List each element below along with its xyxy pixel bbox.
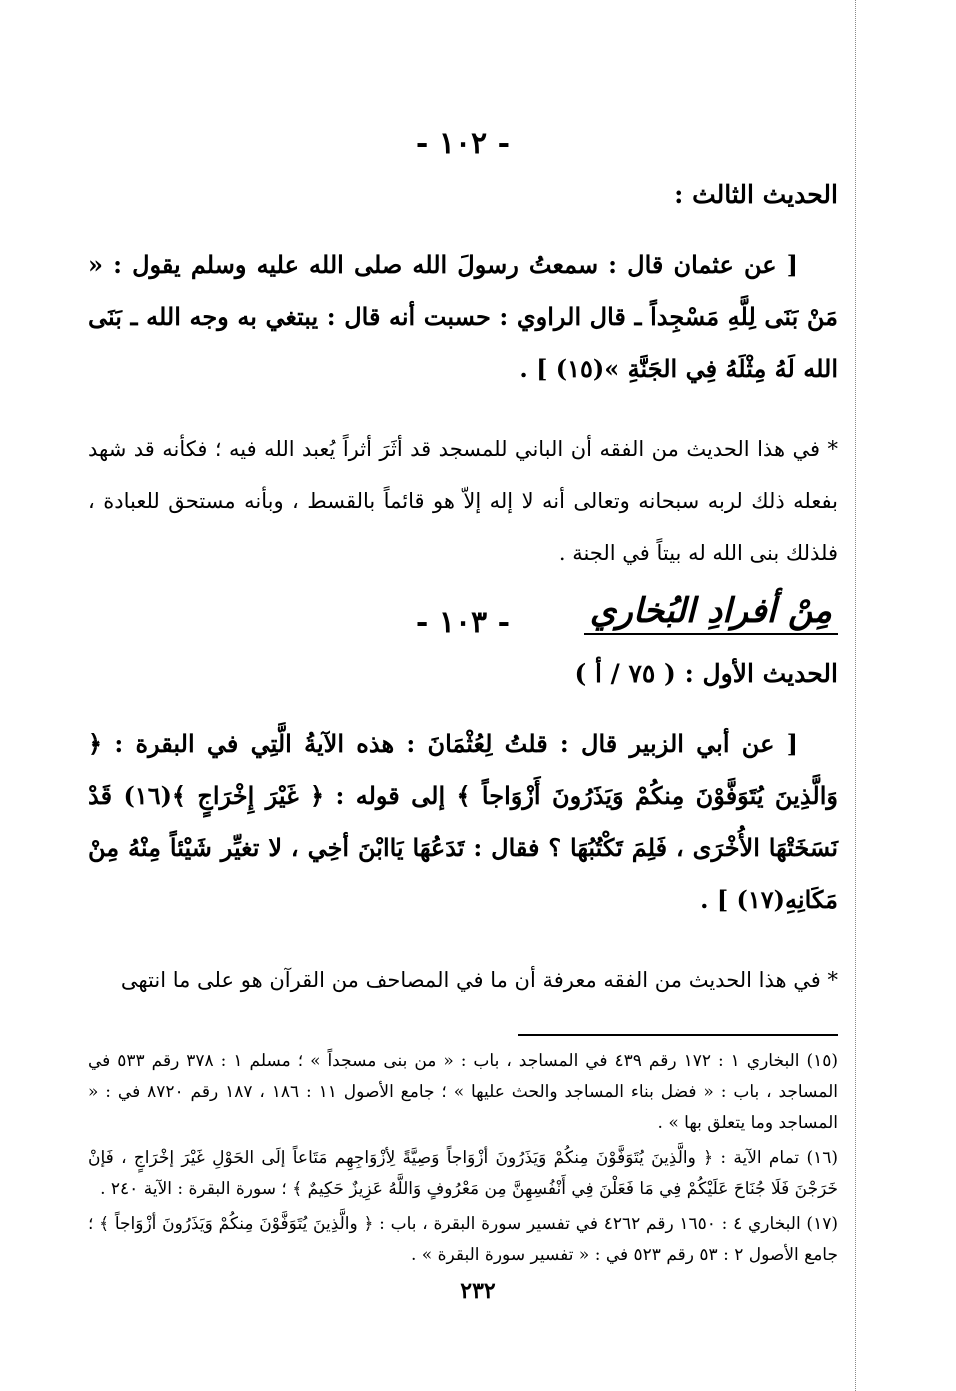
page-number: ٢٣٢	[460, 1278, 496, 1304]
hadith-text-102: [ عن عثمان قال : سمعتُ رسولَ الله صلى الله عليه وسلم يقول : « مَنْ بَنَى لِلَّهِ مَسْجِداً ـ قال الراوي : حسبت أنه قال : يبتغي به وجه الله ـ بَنَى الله لَهُ مِثْلَهُ فِي الجَنَّةِ »(١٥) ] .	[88, 250, 838, 383]
hadith-number-102: - ١٠٢ -	[415, 126, 511, 161]
footnote-17: (١٧) البخاري ٤ : ١٦٥٠ رقم ٤٢٦٢ في تفسير سورة البقرة ، باب : ﴿ والَّذِينَ يُتَوَفَّوْنَ مِنكُمْ وَيَذَرُونَ أزْوَاجاً ﴾ ؛ جامع الأصول ٢ : ٥٣ رقم ٥٢٣ في : « تفسير سورة البقرة » .	[88, 1214, 838, 1265]
margin-dotted-line	[855, 0, 856, 1391]
hadith-text-103: [ عن أبي الزبير قال : قلتُ لِعُثْمَانَ : هذه الآيةُ الَّتِي في البقرة : ﴿ وَالَّذِينَ يُتَوَفَّوْنَ مِنكُمْ وَيَذَرُونَ أَزْوَاجاً ﴾ إلى قوله : ﴿ غَيْرَ إِخْرَاجٍ ﴾(١٦) قَدْ نَسَخَتْهَا الأُخْرَى ، فَلِمَ تَكْتُبُهَا ؟ فقال : تَدَعُهَا يَاابْنَ أخِي ، لا تغيِّر شَيْئاً مِنْهُ مِنْ مَكَانِهِ(١٧) ] .	[88, 729, 838, 914]
hadith-number-103: - ١٠٣ -	[415, 605, 511, 640]
calligraphy-heading: مِنْ أفرادِ البُخاري	[584, 591, 838, 635]
footnote-15: (١٥) البخاري ١ : ١٧٢ رقم ٤٣٩ في المساجد ، باب : « من بنى مسجداً » ؛ مسلم ١ : ٣٧٨ رقم ٥٣٣ في المساجد ، باب : « فضل بناء المساجد والحث عليها » ؛ جامع الأصول ١١ : ١٨٦ ، ١٨٧ رقم ٨٧٢٠ في : « المساجد وما يتعلق بها » .	[88, 1051, 839, 1133]
footnote-separator	[518, 1034, 838, 1036]
section-label-third-hadith: الحديث الثالث :	[674, 180, 838, 209]
page-content	[88, 120, 838, 1275]
footnote-16: (١٦) تمام الآية : ﴿ والَّذِينَ يُتَوَفَّوْنَ مِنكُمْ وَيَذَرُونَ أزْوَاجاً وَصِيَّةً لِأزْوَاجِهِم مَتَاعاً إلَى الحَوْلِ غَيْرَ إخْرَاجٍ ، فَإنْ خَرَجْنَ فَلَا جُنَاحَ عَلَيْكُمْ فِي مَا فَعَلْنَ فِي أَنْفُسِهِنَّ مِن مَعْرُوفٍ وَاللَّهُ عَزِيزٌ حَكِيمٌ ﴾ ؛ سورة البقرة : الآية ٢٤٠ .	[88, 1148, 838, 1199]
commentary-103: * في هذا الحديث من الفقه معرفة أن ما في المصاحف من القرآن هو على ما انتهى	[120, 968, 838, 992]
section-label-first-hadith: الحديث الأول : ( ٧٥ / أ )	[574, 659, 838, 688]
section-bukhari	[88, 591, 838, 647]
commentary-102: * في هذا الحديث من الفقه أن الباني للمسجد قد أثَرَ أثراً يُعبد الله فيه ؛ فكأنه قد شهد بفعله ذلك لربه سبحانه وتعالى أنه لا إله إلاّ هو قائماً بالقسط ، وبأنه مستحق للعبادة ، فلذلك بنى الله له بيتاً في الجنة .	[88, 437, 838, 565]
